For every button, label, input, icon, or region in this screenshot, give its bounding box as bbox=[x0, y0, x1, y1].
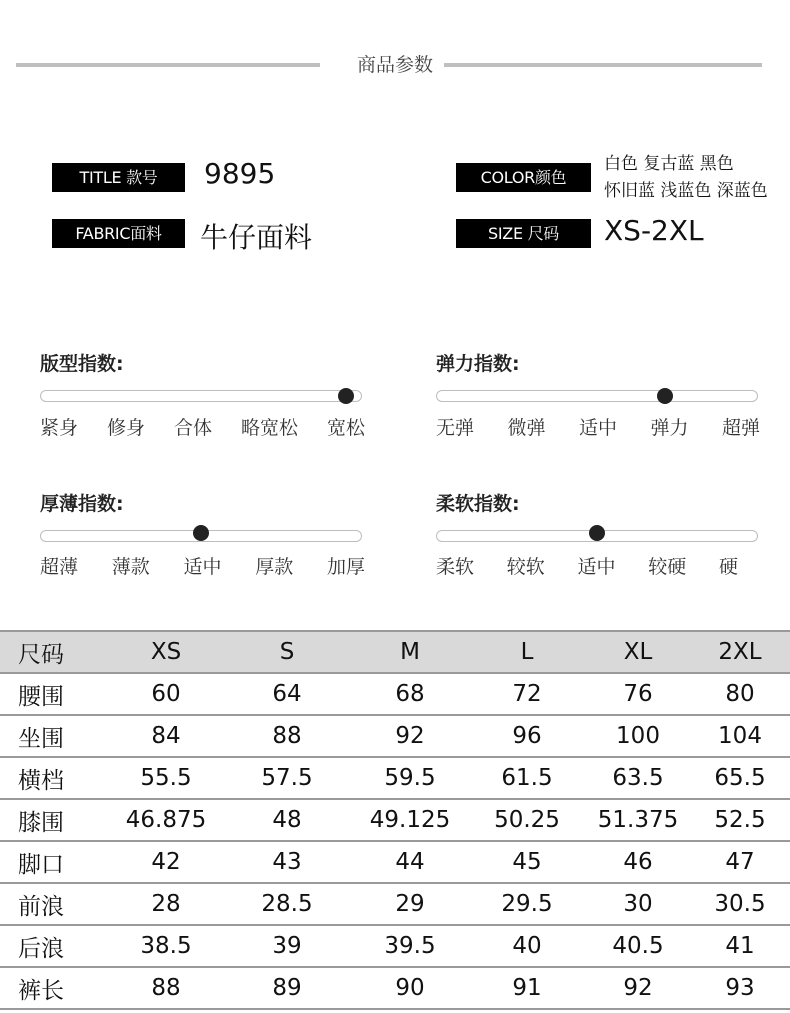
table-cell: 30.5 bbox=[690, 883, 790, 925]
table-cell: 100 bbox=[586, 715, 690, 757]
table-cell: 80 bbox=[690, 673, 790, 715]
index-option: 柔软 bbox=[436, 556, 475, 578]
divider-right bbox=[444, 63, 762, 67]
row-label: 横档 bbox=[0, 757, 110, 799]
table-cell: 63.5 bbox=[586, 757, 690, 799]
table-cell: 29 bbox=[352, 883, 468, 925]
table-cell: 47 bbox=[690, 841, 790, 883]
table-row bbox=[0, 715, 790, 757]
table-cell: 88 bbox=[110, 967, 222, 1009]
row-label: 坐围 bbox=[0, 715, 110, 757]
table-header-cell: L bbox=[468, 631, 586, 673]
row-label: 前浪 bbox=[0, 883, 110, 925]
table-cell: 55.5 bbox=[110, 757, 222, 799]
row-label: 后浪 bbox=[0, 925, 110, 967]
index-option: 超薄 bbox=[40, 556, 79, 578]
index-option: 硬 bbox=[718, 556, 738, 578]
table-cell: 49.125 bbox=[352, 799, 468, 841]
table-cell: 92 bbox=[352, 715, 468, 757]
color-value-line1: 白色 复古蓝 黑色 bbox=[604, 154, 734, 174]
table-cell: 46 bbox=[586, 841, 690, 883]
index-option: 微弹 bbox=[507, 417, 546, 439]
index-title: 厚薄指数: bbox=[40, 493, 124, 515]
table-header-cell: M bbox=[352, 631, 468, 673]
table-row bbox=[0, 967, 790, 1009]
table-cell: 59.5 bbox=[352, 757, 468, 799]
table-cell: 51.375 bbox=[586, 799, 690, 841]
index-knob bbox=[338, 388, 354, 404]
table-cell: 65.5 bbox=[690, 757, 790, 799]
table-cell: 93 bbox=[690, 967, 790, 1009]
index-option: 加厚 bbox=[326, 556, 365, 578]
table-cell: 42 bbox=[110, 841, 222, 883]
table-cell: 28 bbox=[110, 883, 222, 925]
table-cell: 91 bbox=[468, 967, 586, 1009]
table-cell: 88 bbox=[222, 715, 352, 757]
row-label: 膝围 bbox=[0, 799, 110, 841]
row-label: 脚口 bbox=[0, 841, 110, 883]
size-value: XS-2XL bbox=[604, 214, 704, 247]
table-cell: 90 bbox=[352, 967, 468, 1009]
table-cell: 96 bbox=[468, 715, 586, 757]
index-options bbox=[40, 413, 365, 440]
index-option: 略宽松 bbox=[240, 417, 298, 439]
row-label: 裤长 bbox=[0, 967, 110, 1009]
index-option: 适中 bbox=[578, 417, 617, 439]
table-cell: 64 bbox=[222, 673, 352, 715]
table-cell: 61.5 bbox=[468, 757, 586, 799]
index-track bbox=[40, 390, 362, 402]
divider-left bbox=[16, 63, 320, 67]
table-cell: 72 bbox=[468, 673, 586, 715]
index-option: 合体 bbox=[173, 417, 212, 439]
table-cell: 92 bbox=[586, 967, 690, 1009]
index-options bbox=[436, 552, 738, 579]
table-cell: 41 bbox=[690, 925, 790, 967]
index-option: 修身 bbox=[106, 417, 145, 439]
index-knob bbox=[657, 388, 673, 404]
table-cell: 40.5 bbox=[586, 925, 690, 967]
size-table bbox=[0, 630, 790, 1010]
index-title: 版型指数: bbox=[40, 353, 124, 375]
index-option: 超弹 bbox=[721, 417, 760, 439]
table-cell: 38.5 bbox=[110, 925, 222, 967]
table-cell: 39.5 bbox=[352, 925, 468, 967]
row-label: 腰围 bbox=[0, 673, 110, 715]
table-row bbox=[0, 673, 790, 715]
index-knob bbox=[589, 525, 605, 541]
table-row bbox=[0, 799, 790, 841]
table-header-cell: 2XL bbox=[690, 631, 790, 673]
title-label: TITLE 款号 bbox=[52, 163, 185, 192]
table-cell: 52.5 bbox=[690, 799, 790, 841]
table-cell: 68 bbox=[352, 673, 468, 715]
index-options bbox=[40, 552, 365, 579]
table-cell: 84 bbox=[110, 715, 222, 757]
section-title: 商品参数 bbox=[356, 54, 433, 76]
table-cell: 50.25 bbox=[468, 799, 586, 841]
index-option: 较软 bbox=[506, 556, 545, 578]
table-cell: 39 bbox=[222, 925, 352, 967]
title-value: 9895 bbox=[204, 157, 276, 190]
table-cell: 76 bbox=[586, 673, 690, 715]
index-knob bbox=[193, 525, 209, 541]
table-row bbox=[0, 925, 790, 967]
index-option: 薄款 bbox=[111, 556, 150, 578]
index-option: 无弹 bbox=[436, 417, 475, 439]
table-row bbox=[0, 757, 790, 799]
table-cell: 30 bbox=[586, 883, 690, 925]
table-header-cell: XL bbox=[586, 631, 690, 673]
table-cell: 57.5 bbox=[222, 757, 352, 799]
table-header-cell: S bbox=[222, 631, 352, 673]
table-cell: 89 bbox=[222, 967, 352, 1009]
table-cell: 46.875 bbox=[110, 799, 222, 841]
table-cell: 40 bbox=[468, 925, 586, 967]
table-cell: 45 bbox=[468, 841, 586, 883]
fabric-value: 牛仔面料 bbox=[200, 221, 313, 254]
table-cell: 48 bbox=[222, 799, 352, 841]
index-options bbox=[436, 413, 760, 440]
index-option: 紧身 bbox=[40, 417, 79, 439]
index-option: 适中 bbox=[577, 556, 616, 578]
index-option: 厚款 bbox=[255, 556, 294, 578]
table-cell: 44 bbox=[352, 841, 468, 883]
color-label: COLOR颜色 bbox=[456, 163, 591, 192]
table-cell: 60 bbox=[110, 673, 222, 715]
table-header-cell: XS bbox=[110, 631, 222, 673]
index-track bbox=[436, 390, 758, 402]
index-title: 弹力指数: bbox=[436, 353, 520, 375]
table-header-row bbox=[0, 631, 790, 673]
color-value-line2: 怀旧蓝 浅蓝色 深蓝色 bbox=[604, 181, 768, 201]
index-option: 较硬 bbox=[648, 556, 687, 578]
table-cell: 104 bbox=[690, 715, 790, 757]
table-row bbox=[0, 883, 790, 925]
index-title: 柔软指数: bbox=[436, 493, 520, 515]
table-header-cell: 尺码 bbox=[0, 631, 110, 673]
index-option: 弹力 bbox=[650, 417, 689, 439]
table-cell: 43 bbox=[222, 841, 352, 883]
table-cell: 29.5 bbox=[468, 883, 586, 925]
index-option: 宽松 bbox=[326, 417, 365, 439]
table-cell: 28.5 bbox=[222, 883, 352, 925]
index-option: 适中 bbox=[183, 556, 222, 578]
fabric-label: FABRIC面料 bbox=[52, 219, 185, 248]
table-row bbox=[0, 841, 790, 883]
size-label: SIZE 尺码 bbox=[456, 219, 591, 248]
